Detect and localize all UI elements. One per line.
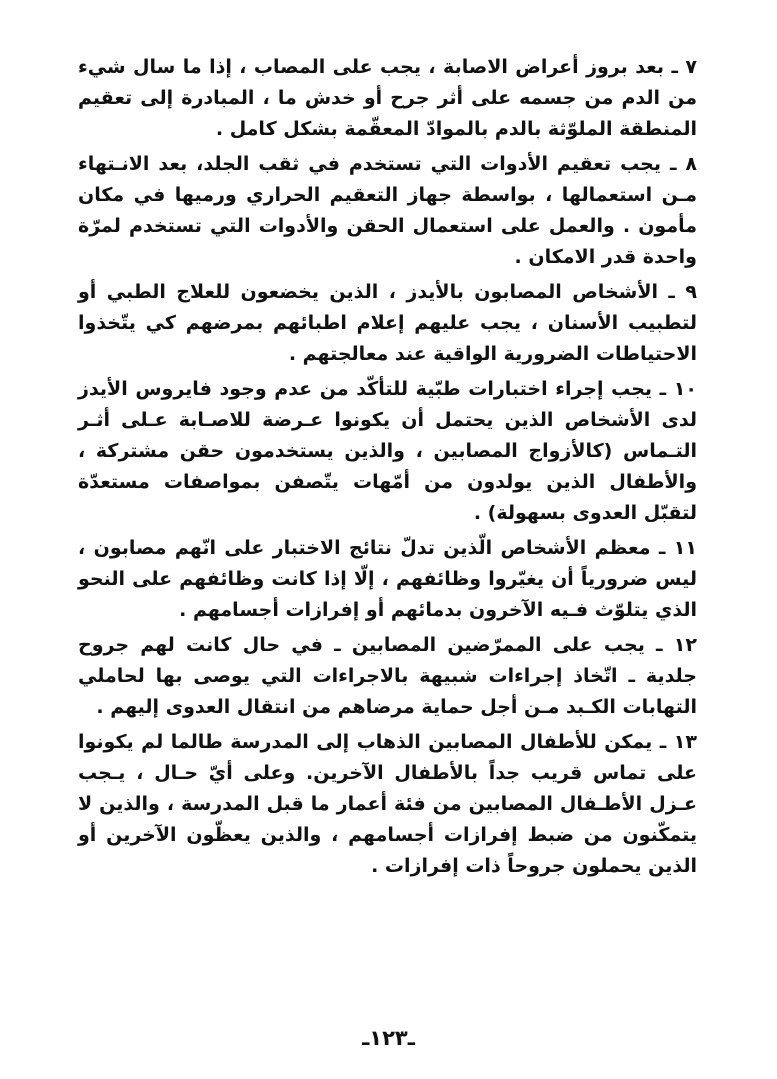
paragraph-8: ٨ ـ يجب تعقيم الأدوات التي تستخدم في ثقب الجلد، بعد الانـتهاء مـن استعمالها ، بواسطة جهاز التعقيم الحراري ورميها في مكان مأمون . والعمل على استعمال الحقن والأدوات التي تستخدم لمرّة واحدة قدر الامكان . [78,153,697,268]
paragraph-11: ١١ ـ معظم الأشخاص الّذين تدلّ نتائج الاختبار على انّهم مصابون ، ليس ضرورياً أن يغيّروا وظائفهم ، إلّا إذا كانت وظائفهم على النحو الذي يتلوّث فـيه الآخرون بدمائهم أو إفرازات أجسامهم . [78,537,697,621]
paragraph-9: ٩ ـ الأشخاص المصابون بالأيدز ، الذين يخضعون للعلاج الطبي أو لتطبيب الأسنان ، يجب عليهم إعلام اطبائهم بمرضهم كي يتّخذوا الاحتياطات الضرورية الواقية عند معالجتهم . [78,281,697,365]
paragraph-7: ٧ ـ بعد بروز أعراض الاصابة ، يجب على المصاب ، إذا ما سال شيء من الدم من جسمه على أثر جرح أو خدش ما ، المبادرة إلى تعقيم المنطقة الملوّثة بالدم بالموادّ المعقّمة بشكل كامل . [78,56,697,140]
page-number: ـ١٢٣ـ [362,1026,415,1050]
paragraph-13: ١٣ ـ يمكن للأطفال المصابين الذهاب إلى المدرسة طالما لم يكونوا على تماس قريب جداً بالأطفال الآخرين. وعلى أيّ حـال ، يـجب عـزل الأطـفال المصابين من فئة أعمار ما قبل المدرسة ، والذين لا يتمكّنون من ضبط إفرازات أجسامهم ، والذين يعظّون الآخرين أو الذين يحملون جروحاً ذات إفرازات . [78,731,697,877]
paragraph-12: ١٢ ـ يجب على الممرّضين المصابين ـ في حال كانت لهم جروح جلدية ـ اتّخاذ إجراءات شبيهة بالاجراءات التي يوصى بها لحاملي التهابات الكـبد مـن أجل حماية مرضاهم من انتقال العدوى إليهم . [78,634,697,718]
paragraph-10: ١٠ ـ يجب إجراء اختبارات طبّية للتأكّد من عدم وجود فايروس الأيدز لدى الأشخاص الذين يحتمل أن يكونوا عـرضة للاصـابة عـلى أثـر التـماس (كالأزواج المصابين ، والذين يستخدمون حقن مشتركة ، والأطفال الذين يولدون من أمّهات يتّصفن بمواصفات مستعدّة لتقبّل العدوى بسهولة) . [78,378,697,524]
